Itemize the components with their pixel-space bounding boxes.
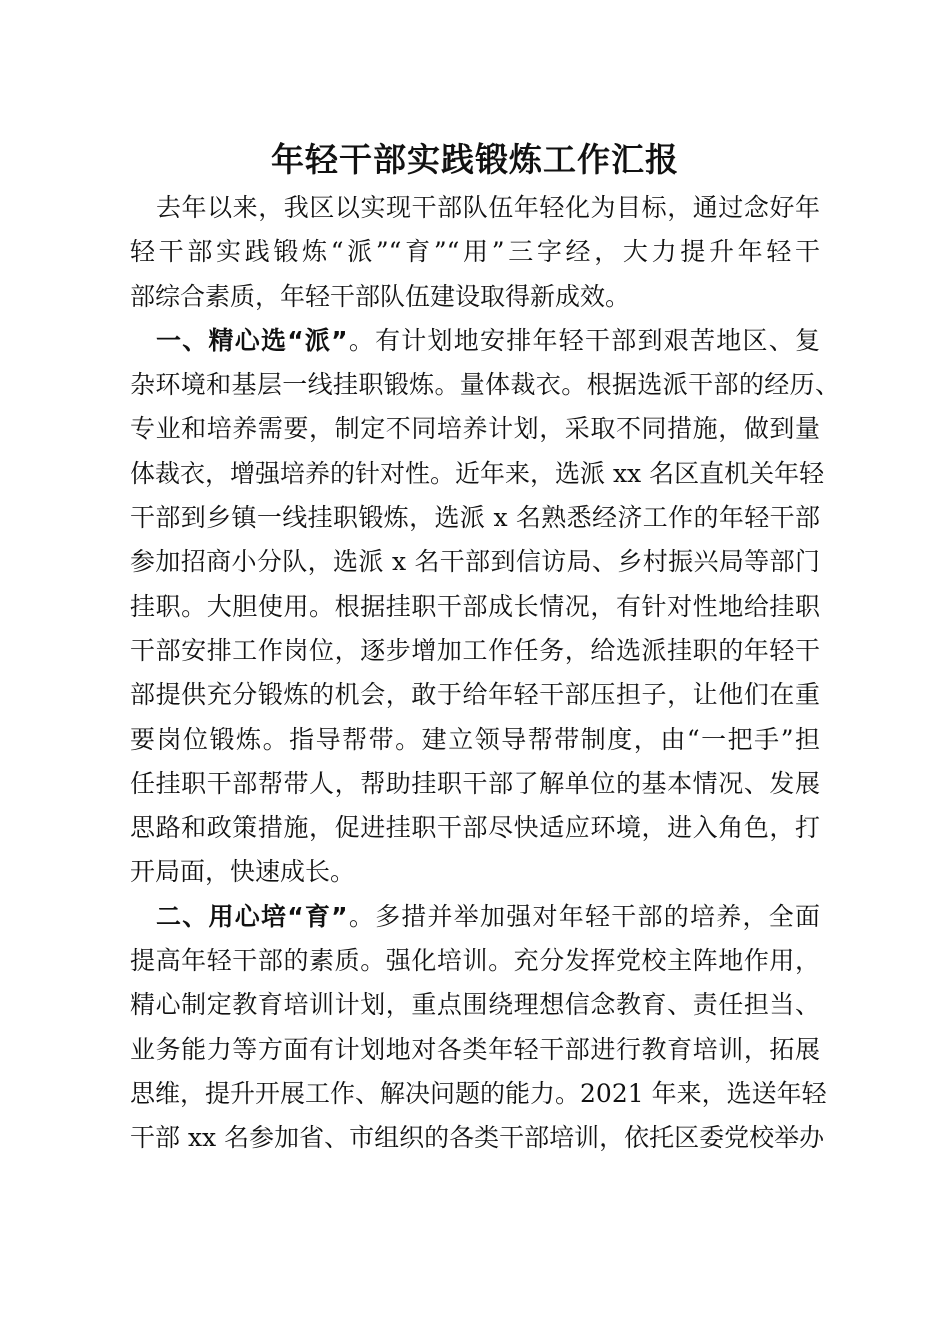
paragraph-line: 轻干部实践锻炼“派”“育”“用”三字经，大力提升年轻干: [130, 237, 820, 267]
paragraph-line: 任挂职干部帮带人，帮助挂职干部了解单位的基本情况、发展: [130, 768, 820, 798]
paragraph-line: [130, 895, 820, 939]
paragraph-line: 参加招商小分队，选派 x 名干部到信访局、乡村振兴局等部门: [130, 547, 820, 577]
paragraph-line: 开局面，快速成长。: [130, 857, 356, 887]
section-1-paragraph: [130, 319, 840, 895]
paragraph-line: 精心制定教育培训计划，重点围绕理想信念教育、责任担当、: [130, 990, 820, 1020]
intro-paragraph: [130, 186, 820, 319]
paragraph-line: 思维，提升开展工作、解决问题的能力。2021 年来，选送年轻: [130, 1078, 827, 1108]
paragraph-line: 挂职。大胆使用。根据挂职干部成长情况，有针对性地给挂职: [130, 591, 820, 621]
paragraph-line: 干部 xx 名参加省、市组织的各类干部培训，依托区委党校举办: [130, 1123, 825, 1153]
section-2-paragraph: [130, 895, 827, 1161]
paragraph-line: 杂环境和基层一线挂职锻炼。量体裁衣。根据选派干部的经历、: [130, 370, 840, 400]
paragraph-line: 部提供充分锻炼的机会，敢于给年轻干部压担子，让他们在重: [130, 680, 820, 710]
section-1-first-line-text: 。有计划地安排年轻干部到艰苦地区、复: [347, 325, 820, 355]
paragraph-line: 部综合素质，年轻干部队伍建设取得新成效。: [130, 281, 631, 311]
section-1-heading: 一、精心选“派”: [156, 325, 348, 355]
paragraph-line: 提高年轻干部的素质。强化培训。充分发挥党校主阵地作用，: [130, 946, 820, 976]
document-title: 年轻干部实践锻炼工作汇报: [271, 140, 679, 179]
paragraph-line: 干部安排工作岗位，逐步增加工作任务，给选派挂职的年轻干: [130, 635, 820, 665]
paragraph-line: 去年以来，我区以实现干部队伍年轻化为目标，通过念好年: [156, 193, 820, 222]
paragraph-line: 干部到乡镇一线挂职锻炼，选派 x 名熟悉经济工作的年轻干部: [130, 503, 820, 533]
document-body: [130, 186, 840, 1161]
paragraph-line: 要岗位锻炼。指导帮带。建立领导帮带制度，由“一把手”担: [130, 724, 820, 754]
paragraph-line: 专业和培养需要，制定不同培养计划，采取不同措施，做到量: [130, 414, 820, 444]
paragraph-line: 体裁衣，增强培养的针对性。近年来，选派 xx 名区直机关年轻: [130, 458, 825, 488]
section-2-heading: 二、用心培“育”: [156, 901, 348, 931]
section-2-first-line-text: 。多措并举加强对年轻干部的培养，全面: [347, 901, 820, 931]
paragraph-line: [130, 319, 820, 363]
paragraph-line: 业务能力等方面有计划地对各类年轻干部进行教育培训，拓展: [130, 1034, 820, 1064]
paragraph-line: 思路和政策措施，促进挂职干部尽快适应环境，进入角色，打: [130, 813, 820, 843]
